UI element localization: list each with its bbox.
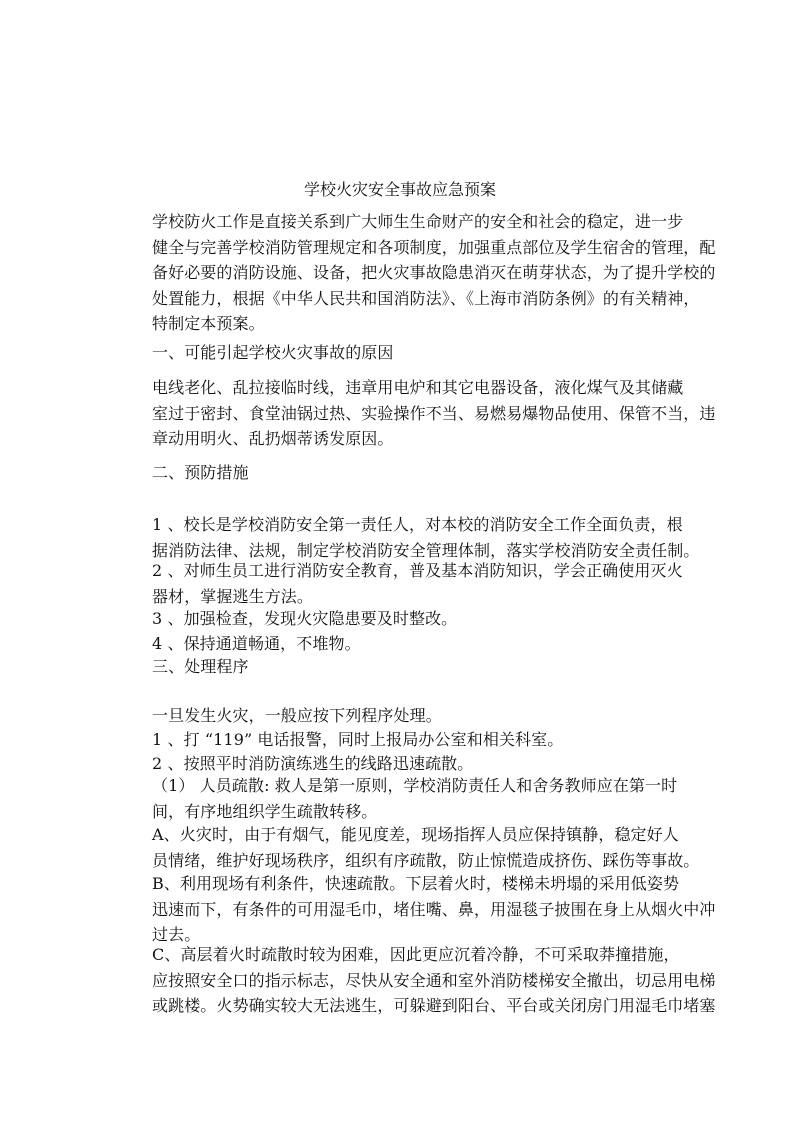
evacuation-line: 迅速而下，有条件的可用湿毛巾，堵住嘴、鼻，用湿毯子披围在身上从烟火中冲 [152,899,716,919]
procedure-step-2: 2 、按照平时消防演练逃生的线路迅速疏散。 [152,754,474,773]
prevention-item-2 [120,558,690,609]
procedure-intro: 一旦发生火灾，一般应按下列程序处理。 [152,706,442,725]
section-heading-prevention: 二、预防措施 [152,463,249,482]
evacuation-line: 过去。 [152,925,201,944]
evacuation-line: 应按照安全口的指示标志，尽快从安全通和室外消防楼梯安全撤出，切忌用电梯 [152,970,716,990]
intro-paragraph [120,209,716,337]
intro-line: 健全与完善学校消防管理规定和各项制度，加强重点部位及学生宿舍的管理，配 [152,237,716,257]
prevention-line: 1 、校长是学校消防安全第一责任人，对本校的消防安全工作全面负责，根 [152,515,683,534]
document-title: 学校火灾安全事故应急预案 [303,180,496,199]
evacuation-line: A、火灾时，由于有烟气，能见度差，现场指挥人员应保持镇静，稳定好人 [152,825,679,844]
evacuation-line: B、利用现场有利条件，快速疏散。下层着火时，楼梯未坍塌的采用低姿势 [152,874,680,893]
causes-line: 章动用明火、乱扔烟蒂诱发原因。 [152,429,394,448]
prevention-line: 4 、保持通道畅通，不堆物。 [152,634,361,653]
causes-paragraph [120,375,716,452]
intro-line: 特制定本预案。 [152,314,265,333]
evacuation-line: （1） 人员疏散: 救人是第一原则，学校消防责任人和舍务教师应在第一时 [152,776,678,795]
prevention-line: 3 、加强检查，发现火灾隐患要及时整改。 [152,609,458,628]
evacuation-paragraph [120,773,690,824]
evacuation-item-b [120,871,716,948]
evacuation-item-c [120,942,716,1019]
evacuation-line: 或跳楼。火势确实较大无法逃生，可躲避到阳台、平台或关闭房门用湿毛巾堵塞 [152,996,716,1015]
causes-line: 电线老化、乱拉接临时线，违章用电炉和其它电器设备，液化煤气及其储藏 [152,378,684,397]
section-heading-causes: 一、可能引起学校火灾事故的原因 [152,343,394,362]
evacuation-line: C、高层着火时疏散时较为困难，因此更应沉着冷静，不可采取莽撞措施， [152,945,680,964]
causes-line: 室过于密封、食堂油锅过热、实验操作不当、易燃易爆物品使用、保管不当，违 [152,403,716,423]
intro-line: 学校防火工作是直接关系到广大师生生命财产的安全和社会的稳定，进一步 [152,212,684,231]
evacuation-item-a [120,822,700,873]
evacuation-line: 员情绪，维护好现场秩序，组织有序疏散，防止惊慌造成挤伤、踩伤等事故。 [152,850,700,870]
evacuation-line: 间，有序地组织学生疏散转移。 [152,801,378,821]
section-heading-procedure: 三、处理程序 [152,657,249,676]
prevention-line: 器材，掌握逃生方法。 [152,586,314,606]
intro-line: 备好必要的消防设施、设备，把火灾事故隐患消灭在萌芽状态，为了提升学校的 [152,263,716,282]
prevention-line: 据消防法律、法规，制定学校消防安全管理体制，落实学校消防安全责任制。 [152,540,700,560]
prevention-line: 2 、对师生员工进行消防安全教育，普及基本消防知识，学会正确使用灭火 [152,561,683,580]
procedure-step-1: 1 、打 “119” 电话报警，同时上报局办公室和相关科室。 [152,730,564,749]
intro-line: 处置能力，根据《中华人民共和国消防法》、《上海市消防条例》的有关精神， [152,288,700,308]
prevention-item-3 [120,606,690,632]
prevention-item-4 [120,631,690,657]
prevention-item-1 [120,512,700,563]
